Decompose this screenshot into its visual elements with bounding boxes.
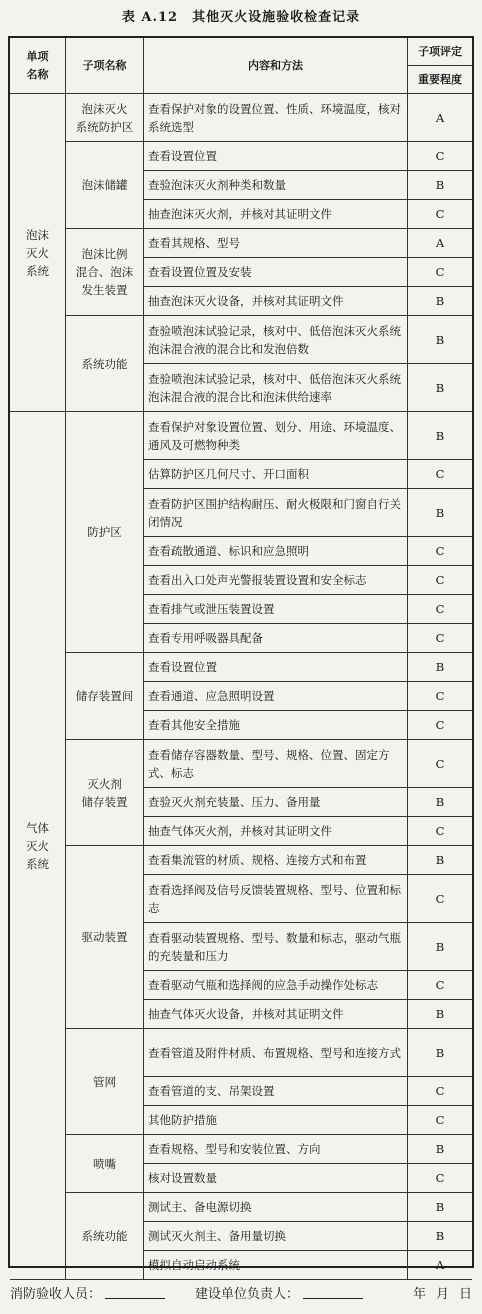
content-cell: 估算防护区几何尺寸、开口面积 xyxy=(144,460,408,489)
content-cell: 其他防护措施 xyxy=(144,1106,408,1135)
owner-signature-line[interactable] xyxy=(303,1285,363,1299)
owner-label: 建设单位负责人： xyxy=(195,1286,300,1302)
grade-cell: B xyxy=(408,316,472,364)
date-fields xyxy=(413,1283,472,1302)
grade-cell: C xyxy=(408,971,472,1000)
content-cell: 查看通道、应急照明设置 xyxy=(144,682,408,711)
grade-cell: C xyxy=(408,817,472,846)
header-item-name: 单项 名称 xyxy=(10,38,66,94)
content-cell: 查看驱动装置规格、型号、数量和标志，驱动气瓶的充装量和压力 xyxy=(144,923,408,971)
year-label: 年 xyxy=(412,1286,426,1302)
grade-cell: B xyxy=(408,923,472,971)
grade-cell: B xyxy=(408,171,472,200)
grade-cell: C xyxy=(408,142,472,171)
subitem-name-cell: 泡沫比例 混合、泡沫 发生装置 xyxy=(66,229,144,316)
grade-cell: B xyxy=(408,788,472,817)
inspector-label: 消防验收人员： xyxy=(10,1286,102,1302)
subitem-name-cell: 防护区 xyxy=(66,412,144,653)
content-cell: 抽查泡沫灭火设备，并核对其证明文件 xyxy=(144,287,408,316)
grade-cell: A xyxy=(408,1251,472,1280)
grade-cell: C xyxy=(408,537,472,566)
signature-footer xyxy=(10,1280,472,1304)
grade-cell: B xyxy=(408,846,472,875)
subitem-name-cell: 系统功能 xyxy=(66,1193,144,1280)
subitem-name-cell: 储存装置间 xyxy=(66,653,144,740)
content-cell: 查看专用呼吸器具配备 xyxy=(144,624,408,653)
content-cell: 查看集流管的材质、规格、连接方式和布置 xyxy=(144,846,408,875)
item-name-cell: 气体 灭火 系统 xyxy=(10,412,66,1280)
grade-cell: A xyxy=(408,229,472,258)
subitem-name-cell: 泡沫储罐 xyxy=(66,142,144,229)
inspector-signature-line[interactable] xyxy=(105,1285,165,1299)
grade-cell: B xyxy=(408,412,472,460)
grade-cell: C xyxy=(408,682,472,711)
content-cell: 查看管道及附件材质、布置规格、型号和连接方式 xyxy=(144,1029,408,1077)
content-cell: 抽查气体灭火设备，并核对其证明文件 xyxy=(144,1000,408,1029)
header-subitem-name: 子项名称 xyxy=(66,38,144,94)
subitem-name-cell: 喷嘴 xyxy=(66,1135,144,1193)
header-grade-top: 子项评定 xyxy=(408,38,472,66)
subitem-name-cell: 驱动装置 xyxy=(66,846,144,1029)
subitem-name-cell: 泡沫灭火 系统防护区 xyxy=(66,94,144,142)
grade-cell: B xyxy=(408,364,472,412)
subitem-name-cell: 系统功能 xyxy=(66,316,144,412)
grade-cell: B xyxy=(408,1193,472,1222)
content-cell: 查看出入口处声光警报装置设置和安全标志 xyxy=(144,566,408,595)
content-cell: 抽查气体灭火剂，并核对其证明文件 xyxy=(144,817,408,846)
content-cell: 核对设置数量 xyxy=(144,1164,408,1193)
subitem-name-cell: 灭火剂 储存装置 xyxy=(66,740,144,846)
content-cell: 模拟自动启动系统 xyxy=(144,1251,408,1280)
grade-cell: C xyxy=(408,875,472,923)
grade-cell: C xyxy=(408,1077,472,1106)
grade-cell: C xyxy=(408,1164,472,1193)
grade-cell: B xyxy=(408,1029,472,1077)
content-cell: 查看疏散通道、标识和应急照明 xyxy=(144,537,408,566)
content-cell: 测试主、备电源切换 xyxy=(144,1193,408,1222)
content-cell: 测试灭火剂主、备用量切换 xyxy=(144,1222,408,1251)
grade-cell: C xyxy=(408,258,472,287)
content-cell: 查看其规格、型号 xyxy=(144,229,408,258)
grade-cell: C xyxy=(408,1106,472,1135)
grade-cell: B xyxy=(408,287,472,316)
grade-cell: B xyxy=(408,489,472,537)
content-cell: 查看规格、型号和安装位置、方向 xyxy=(144,1135,408,1164)
grade-cell: C xyxy=(408,200,472,229)
grade-cell: C xyxy=(408,624,472,653)
content-cell: 查看保护对象设置位置、划分、用途、环境温度、通风及可燃物种类 xyxy=(144,412,408,460)
content-cell: 查看选择阀及信号反馈装置规格、型号、位置和标志 xyxy=(144,875,408,923)
content-cell: 抽查泡沫灭火剂，并核对其证明文件 xyxy=(144,200,408,229)
content-cell: 查验灭火剂充装量、压力、备用量 xyxy=(144,788,408,817)
content-cell: 查看驱动气瓶和选择阀的应急手动操作处标志 xyxy=(144,971,408,1000)
content-cell: 查看设置位置 xyxy=(144,653,408,682)
grade-cell: B xyxy=(408,1135,472,1164)
content-cell: 查看其他安全措施 xyxy=(144,711,408,740)
grade-cell: B xyxy=(408,1222,472,1251)
content-cell: 查看管道的支、吊架设置 xyxy=(144,1077,408,1106)
content-cell: 查验喷泡沫试验记录，核对中、低倍泡沫灭火系统泡沫混合液的混合比和发泡倍数 xyxy=(144,316,408,364)
content-cell: 查验喷泡沫试验记录，核对中、低倍泡沫灭火系统泡沫混合液的混合比和泡沫供给速率 xyxy=(144,364,408,412)
content-cell: 查看设置位置及安装 xyxy=(144,258,408,287)
inspection-table xyxy=(8,36,474,1272)
header-grade-bottom: 重要程度 xyxy=(408,66,472,94)
page-title: 表 A.12 其他灭火设施验收检查记录 xyxy=(121,10,361,25)
content-cell: 查看防护区围护结构耐压、耐火极限和门窗自行关闭情况 xyxy=(144,489,408,537)
day-label: 日 xyxy=(458,1286,472,1302)
month-label: 月 xyxy=(435,1286,449,1302)
grade-cell: C xyxy=(408,566,472,595)
subitem-name-cell: 管网 xyxy=(66,1029,144,1135)
content-cell: 查看排气或泄压装置设置 xyxy=(144,595,408,624)
content-cell: 查看保护对象的设置位置、性质、环境温度，核对系统选型 xyxy=(144,94,408,142)
grade-cell: C xyxy=(408,595,472,624)
header-content-method: 内容和方法 xyxy=(144,38,408,94)
grade-cell: B xyxy=(408,1000,472,1029)
content-cell: 查看储存容器数量、型号、规格、位置、固定方式、标志 xyxy=(144,740,408,788)
grade-cell: C xyxy=(408,460,472,489)
grade-cell: C xyxy=(408,711,472,740)
grade-cell: B xyxy=(408,653,472,682)
grade-cell: A xyxy=(408,94,472,142)
content-cell: 查验泡沫灭火剂种类和数量 xyxy=(144,171,408,200)
grade-cell: C xyxy=(408,740,472,788)
item-name-cell: 泡沫 灭火 系统 xyxy=(10,94,66,412)
content-cell: 查看设置位置 xyxy=(144,142,408,171)
